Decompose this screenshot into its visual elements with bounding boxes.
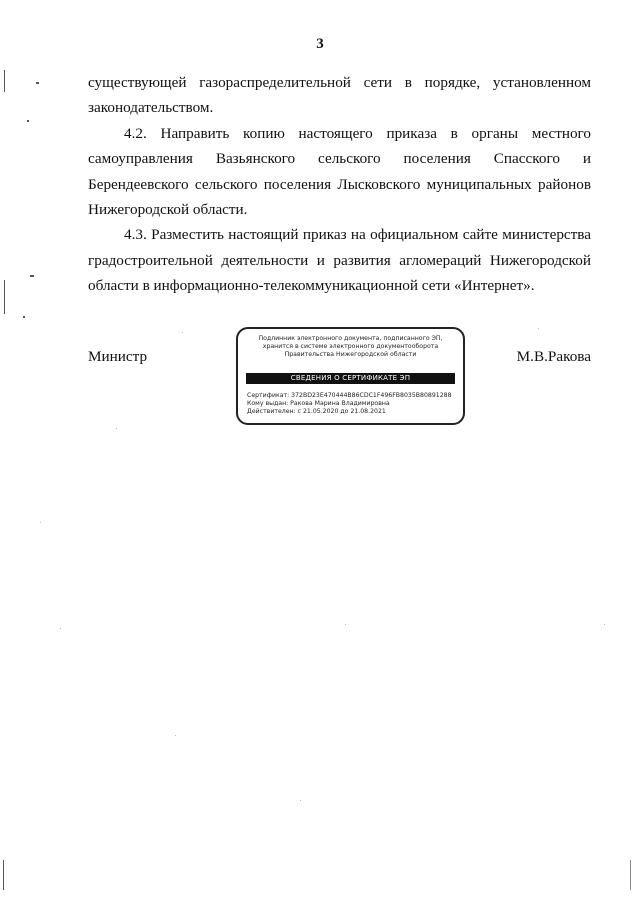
document-body (88, 70, 591, 299)
paragraph-4-3: 4.3. Разместить настоящий приказ на официальном сайте министерства градостроительной деятельности и развития агломераций Нижегородской области в информационно-телекоммуникационной сети «Интернет». (88, 226, 591, 295)
paragraph-continuation: существующей газораспределительной сети в порядке, установленном законодательством. (88, 74, 591, 117)
stamp-header (238, 335, 463, 359)
electronic-signature-stamp (236, 327, 465, 425)
stamp-header-line: Подлинник электронного документа, подписанного ЭП, (258, 335, 443, 342)
scan-mark (4, 70, 5, 92)
signatory-name: М.В.Ракова (516, 348, 591, 365)
page-number: 3 (316, 36, 324, 52)
signatory-title: Министр (88, 348, 148, 365)
scan-speck (175, 735, 176, 736)
scan-mark (4, 280, 5, 314)
scan-mark (27, 120, 29, 122)
scan-speck (60, 628, 61, 629)
paragraph-4-2: 4.2. Направить копию настоящего приказа в органы местного самоуправления Вазьянского сельского поселения Спасского и Берендеевского сельского поселения Лысковского муниципальных районов Нижегородской области. (88, 124, 591, 219)
scan-mark (30, 275, 34, 277)
certificate-owner: Кому выдан: Ракова Марина Владимировна (247, 400, 390, 408)
scan-speck (182, 332, 183, 333)
scan-mark (3, 860, 4, 890)
scan-speck (345, 624, 346, 625)
scan-speck (538, 328, 539, 329)
stamp-certificate-details (247, 392, 452, 417)
scan-speck (116, 428, 117, 429)
scan-mark (36, 82, 39, 84)
stamp-title-bar: СВЕДЕНИЯ О СЕРТИФИКАТЕ ЭП (246, 373, 455, 384)
scan-mark (23, 316, 25, 318)
certificate-validity: Действителен: с 21.05.2020 до 21.08.2021 (247, 408, 386, 416)
scan-speck (604, 624, 605, 625)
scan-speck (40, 522, 41, 523)
scan-speck (300, 800, 301, 801)
stamp-header-line: хранится в системе электронного документооборота (262, 343, 439, 350)
certificate-number: Сертификат: 372BD23E470444B86CDC1F496FB8035B80891288 (247, 392, 452, 399)
scan-mark (630, 860, 631, 890)
stamp-header-line: Правительства Нижегородской области (284, 351, 417, 358)
